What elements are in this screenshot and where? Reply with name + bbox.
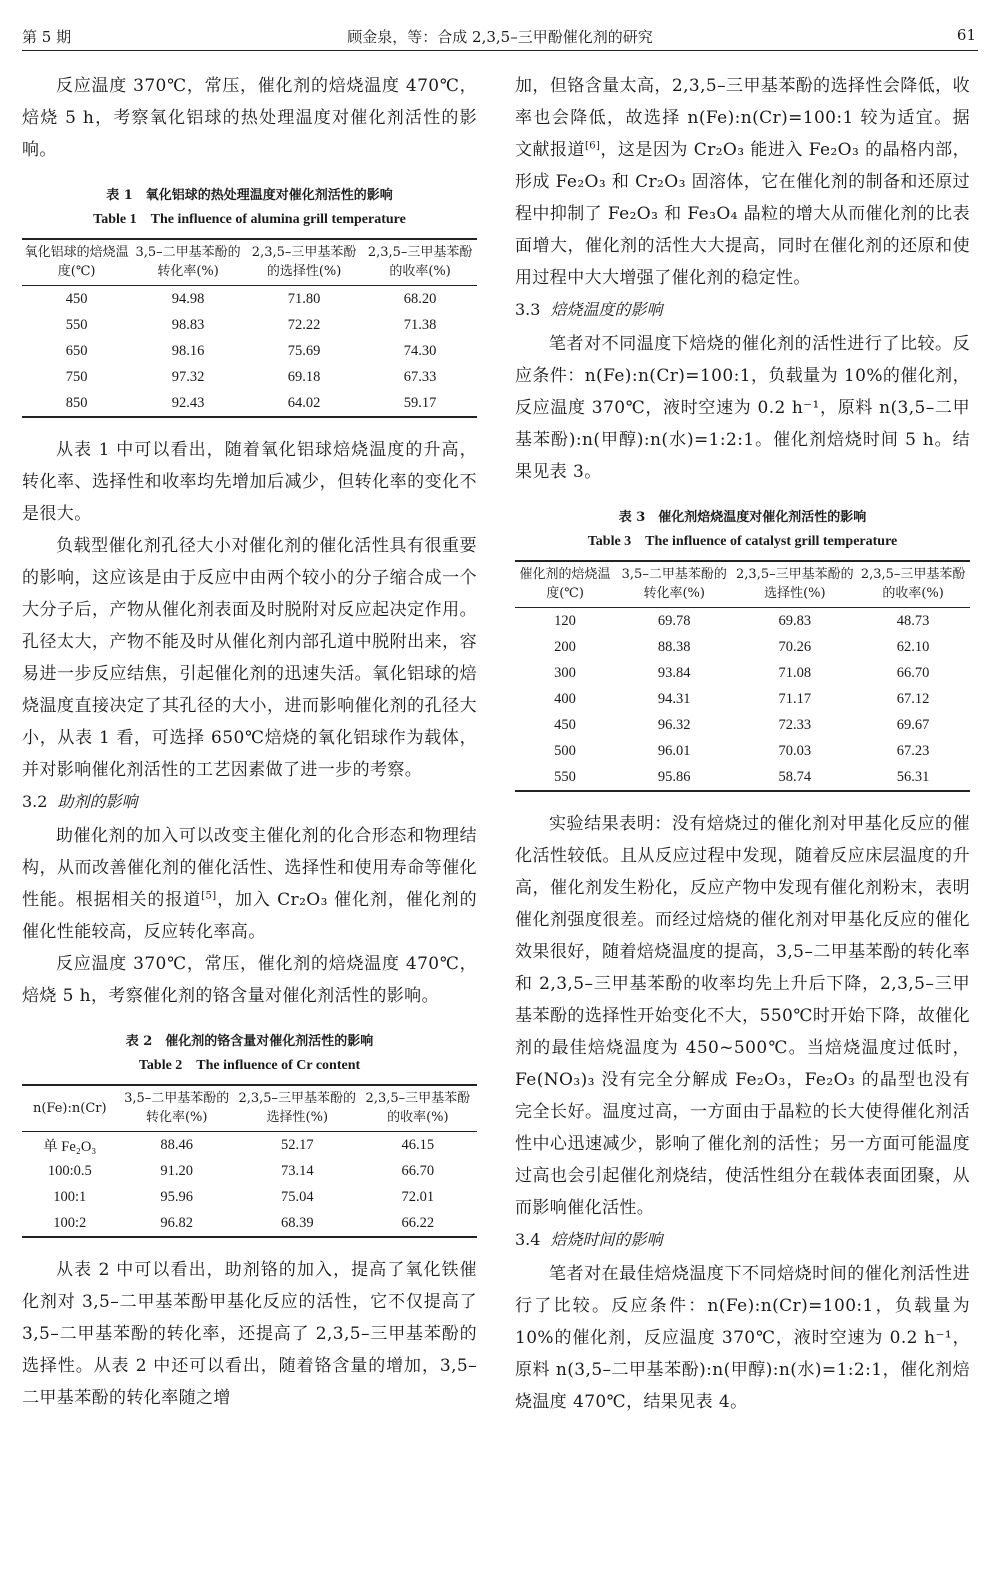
table-cell: 75.04 xyxy=(280,1188,314,1205)
table-cell: 550 xyxy=(554,768,576,785)
table-cell: 91.20 xyxy=(160,1162,193,1179)
table-cell: 750 xyxy=(65,368,88,385)
paragraph-table3-results: 实验结果表明：没有焙烧过的催化剂对甲基化反应的催化活性较低。且从反应过程中发现，随着反应床层温度的升高，催化剂发生粉化，反应产物中发现有催化剂粉末，表明催化剂强度很差。而经过焙烧的催化剂对甲基化反应的催化效果很好，随着焙烧温度的提高，3,5–二甲基苯酚的转化率和 2,3,5–三甲基苯酚的收率均先上升后下降，2,3,5–三甲基苯酚的选择性开始变化不大，550℃时开始下降，故催化剂的最佳焙烧温度为 450~500℃。当焙烧温度过低时，Fe(NO₃)₃ 没有完全分解成 Fe₂O₃，Fe₂O₃ 的晶型也没有完全长好。温度过高，一方面由于晶粒的长大使得催化剂活性中心迅速减少，影响了催化剂的活性；另一方面可能温度过高也会引起催化剂烧结，使活性组分在载体表面团聚，从而影响催化活性。 xyxy=(515,814,970,1218)
right-column xyxy=(515,70,970,1418)
table-cell: 58.74 xyxy=(778,768,812,785)
table-cell: 96.01 xyxy=(657,742,691,759)
table-row xyxy=(515,686,970,712)
section-number: 3.3 xyxy=(515,300,541,319)
table-caption-en: Table 3 The influence of catalyst grill temperature xyxy=(587,534,898,549)
page-number: 61 xyxy=(956,26,976,44)
paragraph-table1-intro: 反应温度 370℃，常压，催化剂的焙烧温度 470℃，焙烧 5 h，考察氧化铝球的热处理温度对催化剂活性的影响。 xyxy=(22,76,477,160)
table-caption-cn: 表 1 氧化铝球的热处理温度对催化剂活性的影响 xyxy=(106,188,393,203)
section-number: 3.4 xyxy=(515,1230,541,1249)
table-cell: 68.20 xyxy=(403,290,437,307)
paragraph-pore-size: 负载型催化剂孔径大小对催化剂的催化活性具有很重要的影响，这应该是由于反应中由两个较小的分子缩合成一个大分子后，产物从催化剂表面及时脱附对反应起决定作用。孔径太大，产物不能及时从催化剂内部孔道中脱附出来，容易进一步反应结焦，引起催化剂的迅速失活。氧化铝球的焙烧温度直接决定了其孔径的大小，进而影响催化剂的孔径大小，从表 1 看，可选择 650℃焙烧的氧化铝球作为载体，并对影响催化剂活性的工艺因素做了进一步的考察。 xyxy=(22,536,477,780)
table-cell: 62.10 xyxy=(896,638,930,655)
data-table xyxy=(515,560,970,792)
table-cell: 120 xyxy=(554,612,576,629)
table-cell: 88.46 xyxy=(160,1136,193,1153)
page-header xyxy=(22,20,978,51)
paragraph-text: ，加入 Cr₂O₃ 催化剂，催化剂的催化性能较高，反应转化率高。 xyxy=(22,890,477,942)
paragraph-table1-discussion: 从表 1 中可以看出，随着氧化铝球焙烧温度的升高，转化率、选择性和收率均先增加后减少，但转化率的变化不是很大。 xyxy=(22,440,477,524)
column-header: 氧化铝球的焙烧温度(℃) xyxy=(22,239,131,286)
column-header: 3,5–二甲基苯酚的转化率(%) xyxy=(118,1085,236,1132)
table-cell: 69.83 xyxy=(778,612,812,629)
table-cell: 59.17 xyxy=(403,394,437,411)
section-title: 焙烧时间的影响 xyxy=(550,1230,663,1249)
table-cell: 97.32 xyxy=(171,368,205,385)
section-title: 焙烧温度的影响 xyxy=(550,300,663,319)
table-row xyxy=(515,764,970,791)
paragraph-table3-intro: 笔者对不同温度下焙烧的催化剂的活性进行了比较。反应条件：n(Fe):n(Cr)=100:1，负载量为 10%的催化剂，反应温度 370℃，液时空速为 0.2 h⁻¹，原料 n(3,5–二甲基苯酚):n(甲醇):n(水)=1:2:1。催化剂焙烧时间 5 h。结果见表 3。 xyxy=(515,334,970,482)
data-table xyxy=(22,1084,477,1238)
journal-issue: 第 5 期 xyxy=(22,28,72,46)
column-header: 2,3,5–三甲基苯酚的选择性(%) xyxy=(245,239,363,286)
paragraph-table2-discussion: 从表 2 中可以看出，助剂铬的加入，提高了氧化铁催化剂对 3,5–二甲基苯酚甲基化反应的活性，它不仅提高了 3,5–二甲基苯酚的转化率，还提高了 2,3,5–三甲基苯酚的选择性。从表 2 中还可以看出，随着铬含量的增加，3,5–二甲基苯酚的转化率随之增 xyxy=(22,1260,477,1408)
table-cell: 69.78 xyxy=(657,612,691,629)
table-cell: 69.18 xyxy=(287,368,321,385)
table-cell: 450 xyxy=(65,290,88,307)
table-cell: 73.14 xyxy=(280,1162,314,1179)
table-cell: 95.86 xyxy=(657,768,691,785)
table-cell: 48.73 xyxy=(896,612,930,629)
table-header-row xyxy=(22,239,477,286)
table-cell: 500 xyxy=(554,742,576,759)
table-cell: 98.83 xyxy=(171,316,205,333)
left-column xyxy=(22,70,477,1414)
table-cell: 71.38 xyxy=(403,316,437,333)
table-cell: 95.96 xyxy=(160,1188,193,1205)
column-header: 2,3,5–三甲基苯酚的收率(%) xyxy=(363,239,477,286)
table-cell: 52.17 xyxy=(280,1136,314,1153)
table-row xyxy=(22,1184,477,1210)
paragraph-table2-intro: 反应温度 370℃，常压，催化剂的焙烧温度 470℃，焙烧 5 h，考察催化剂的铬含量对催化剂活性的影响。 xyxy=(22,954,477,1006)
column-header: 催化剂的焙烧温度(℃) xyxy=(515,561,615,608)
table-cell: 56.31 xyxy=(896,768,930,785)
table-row xyxy=(515,738,970,764)
table-cell: 71.17 xyxy=(778,690,812,707)
paragraph-text: 加，但铬含量太高，2,3,5–三甲基苯酚的选择性会降低，收率也会降低，故选择 n(Fe):n(Cr)=100:1 较为适宜。据文献报道 xyxy=(515,76,970,160)
table-row xyxy=(22,286,477,313)
table-cell: 450 xyxy=(554,716,576,733)
table-cell: 单 Fe₂O₃ xyxy=(43,1138,97,1155)
table-cell: 88.38 xyxy=(657,638,691,655)
table-row xyxy=(22,364,477,390)
column-header: 2,3,5–三甲基苯酚的收率(%) xyxy=(856,561,970,608)
table-row xyxy=(22,1132,477,1159)
table-3 xyxy=(515,506,970,792)
table-cell: 650 xyxy=(65,342,88,359)
table-cell: 66.70 xyxy=(896,664,930,681)
table-cell: 74.30 xyxy=(403,342,437,359)
table-row xyxy=(22,338,477,364)
table-cell: 67.33 xyxy=(403,368,437,385)
table-header-row xyxy=(515,561,970,608)
table-cell: 66.70 xyxy=(401,1162,435,1179)
section-heading-3-4 xyxy=(515,1226,970,1254)
table-cell: 100:1 xyxy=(53,1188,87,1205)
paragraph-promoter xyxy=(22,820,477,948)
table-cell: 72.33 xyxy=(778,716,812,733)
table-cell: 98.16 xyxy=(171,342,205,359)
table-caption-cn: 表 3 催化剂焙烧温度对催化剂活性的影响 xyxy=(618,510,867,525)
table-cell: 93.84 xyxy=(657,664,691,681)
paragraph-text: ，这是因为 Cr₂O₃ 能进入 Fe₂O₃ 的晶格内部，形成 Fe₂O₃ 和 Cr₂O₃ 固溶体，它在催化剂的制备和还原过程中抑制了 Fe₂O₃ 和 Fe₃O₄ 晶粒的增大从而催化剂的比表面增大，催化剂的活性大大提高，同时在催化剂的还原和使用过程中大大增强了催化剂的稳定性。 xyxy=(515,140,971,288)
table-1 xyxy=(22,184,477,418)
table-cell: 300 xyxy=(554,664,576,681)
table-cell: 67.23 xyxy=(896,742,930,759)
table-caption-en: Table 1 The influence of alumina grill temperature xyxy=(93,212,406,227)
section-heading-3-2 xyxy=(22,788,477,816)
data-table xyxy=(22,238,477,418)
table-row xyxy=(22,312,477,338)
column-header: 3,5–二甲基苯酚的转化率(%) xyxy=(131,239,245,286)
running-title: 顾金泉，等：合成 2,3,5–三甲酚催化剂的研究 xyxy=(347,28,653,46)
section-number: 3.2 xyxy=(22,792,48,811)
column-header: n(Fe):n(Cr) xyxy=(22,1085,118,1132)
paragraph-text: 助催化剂的加入可以改变主催化剂的化合形态和物理结构，从而改善催化剂的催化活性、选择性和使用寿命等催化性能。根据相关的报道 xyxy=(22,826,477,910)
table-cell: 71.08 xyxy=(778,664,812,681)
citation-ref: [5] xyxy=(201,890,217,902)
table-row xyxy=(22,1158,477,1184)
table-cell: 75.69 xyxy=(287,342,321,359)
table-caption-en: Table 2 The influence of Cr content xyxy=(138,1058,361,1073)
table-cell: 94.31 xyxy=(657,690,691,707)
table-cell: 100:0.5 xyxy=(47,1162,92,1179)
table-header-row xyxy=(22,1085,477,1132)
table-cell: 400 xyxy=(554,690,576,707)
column-header: 3,5–二甲基苯酚的转化率(%) xyxy=(615,561,733,608)
table-row xyxy=(515,634,970,660)
table-row xyxy=(22,1210,477,1237)
table-row xyxy=(515,608,970,635)
table-cell: 66.22 xyxy=(401,1214,435,1231)
table-row xyxy=(515,712,970,738)
table-cell: 64.02 xyxy=(287,394,321,411)
citation-ref: [6] xyxy=(584,140,601,152)
paragraph-table4-intro: 笔者对在最佳焙烧温度下不同焙烧时间的催化剂活性进行了比较。反应条件：n(Fe):n(Cr)=100:1，负载量为 10%的催化剂，反应温度 370℃，液时空速为 0.2 h⁻¹，原料 n(3,5–二甲基苯酚):n(甲醇):n(水)=1:2:1，催化剂焙烧温度 470℃，结果见表 4。 xyxy=(515,1264,970,1412)
table-cell: 96.82 xyxy=(160,1214,193,1231)
table-cell: 67.12 xyxy=(896,690,930,707)
table-cell: 46.15 xyxy=(401,1136,435,1153)
table-row xyxy=(22,390,477,417)
table-cell: 96.32 xyxy=(657,716,691,733)
table-cell: 72.22 xyxy=(287,316,321,333)
table-2 xyxy=(22,1030,477,1238)
table-cell: 550 xyxy=(65,316,88,333)
table-cell: 70.26 xyxy=(778,638,812,655)
table-cell: 100:2 xyxy=(53,1214,87,1231)
column-header: 2,3,5–三甲基苯酚的收率(%) xyxy=(359,1085,477,1132)
section-heading-3-3 xyxy=(515,296,970,324)
column-header: 2,3,5–三甲基苯酚的选择性(%) xyxy=(733,561,856,608)
column-header: 2,3,5–三甲基苯酚的选择性(%) xyxy=(236,1085,359,1132)
table-cell: 72.01 xyxy=(401,1188,435,1205)
section-title: 助剂的影响 xyxy=(57,792,138,811)
table-cell: 68.39 xyxy=(280,1214,314,1231)
table-cell: 200 xyxy=(554,638,576,655)
table-caption-cn: 表 2 催化剂的铬含量对催化剂活性的影响 xyxy=(125,1034,374,1049)
table-cell: 94.98 xyxy=(171,290,205,307)
table-cell: 70.03 xyxy=(778,742,812,759)
paragraph-continued xyxy=(515,70,970,294)
table-row xyxy=(515,660,970,686)
table-cell: 71.80 xyxy=(287,290,321,307)
table-cell: 92.43 xyxy=(171,394,205,411)
table-cell: 69.67 xyxy=(896,716,930,733)
table-cell: 850 xyxy=(65,394,88,411)
